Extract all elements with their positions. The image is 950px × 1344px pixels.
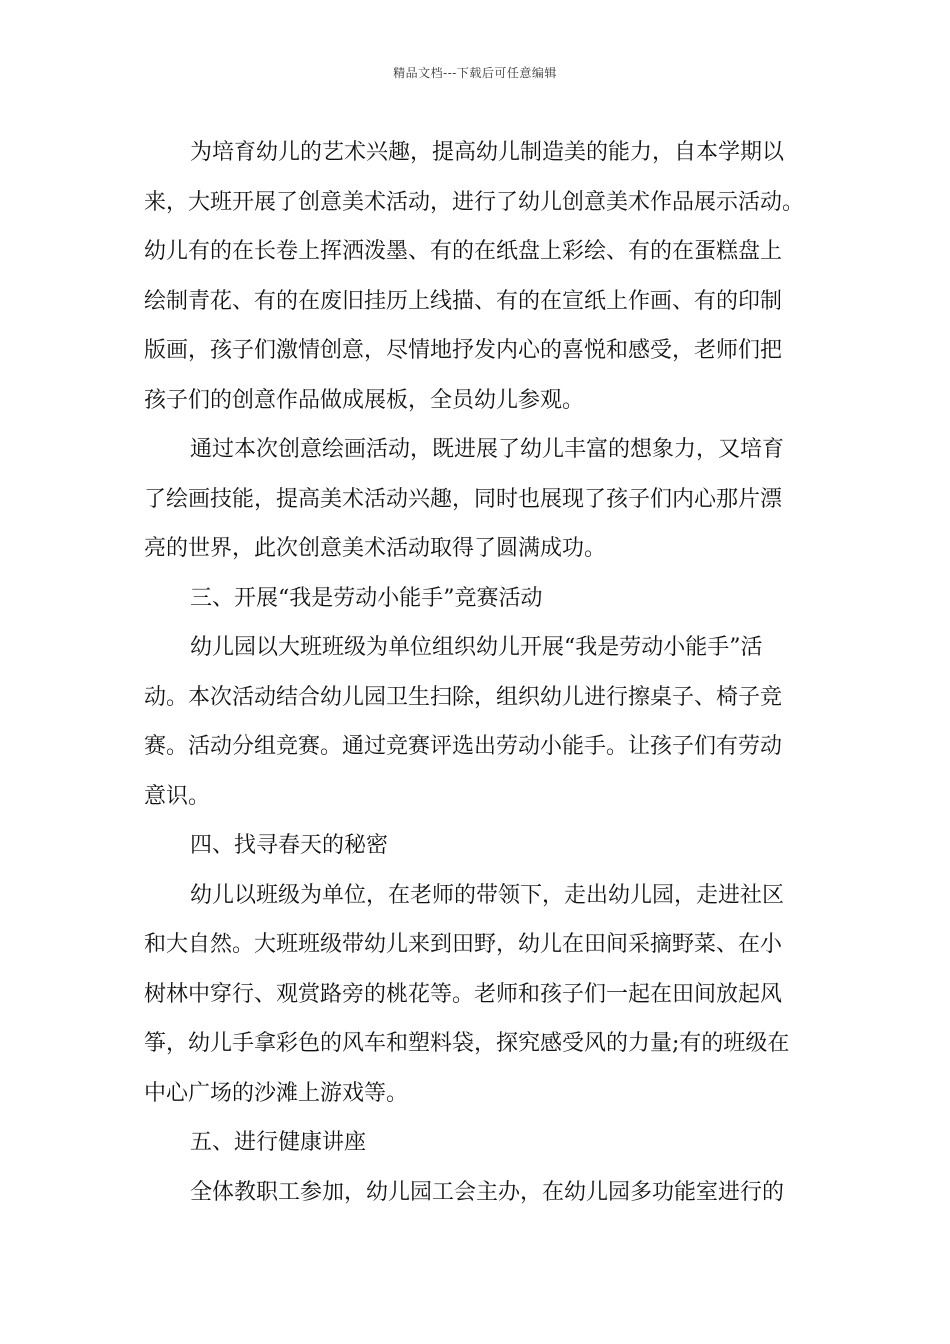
- text-line: 了绘画技能，提高美术活动兴趣，同时也展现了孩子们内心那片漂: [144, 486, 783, 512]
- text-line: 意识。: [144, 783, 211, 809]
- text-line: 全体教职工参加，幼儿园工会主办，在幼儿园多功能室进行的: [190, 1179, 785, 1205]
- text-line: 筝，幼儿手拿彩色的风车和塑料袋，探究感受风的力量;有的班级在: [144, 1031, 790, 1056]
- text-line: 幼儿有的在长卷上挥洒泼墨、有的在纸盘上彩绘、有的在蛋糕盘上: [144, 239, 783, 264]
- text-line: 通过本次创意绘画活动，既进展了幼儿丰富的想象力，又培育: [190, 437, 785, 462]
- document-body: [144, 128, 816, 1217]
- text-line: 四、找寻春天的秘密: [190, 833, 389, 858]
- text-line: 为培育幼儿的艺术兴趣，提高幼儿制造美的能力，自本学期以: [190, 140, 785, 165]
- text-line: 和大自然。大班班级带幼儿来到田野，幼儿在田间采摘野菜、在小: [144, 932, 783, 957]
- text-line: 树林中穿行、观赏路旁的桃花等。老师和孩子们一起在田间放起风: [144, 981, 783, 1007]
- text-line: 中心广场的沙滩上游戏等。: [144, 1080, 409, 1106]
- text-line: 动。本次活动结合幼儿园卫生扫除，组织幼儿进行擦桌子、椅子竞: [144, 684, 783, 710]
- text-line: 五、进行健康讲座: [190, 1130, 367, 1155]
- text-line: 幼儿以班级为单位，在老师的带领下，走出幼儿园，走进社区: [190, 882, 785, 908]
- text-line: 来，大班开展了创意美术活动，进行了幼儿创意美术作品展示活动。: [144, 189, 805, 215]
- text-line: 赛。活动分组竞赛。通过竞赛评选出劳动小能手。让孩子们有劳动: [144, 734, 783, 759]
- text-line: 绘制青花、有的在废旧挂历上线描、有的在宣纸上作画、有的印制: [144, 288, 783, 314]
- text-line: 孩子们的创意作品做成展板，全员幼儿参观。: [144, 387, 585, 413]
- text-line: 版画，孩子们激情创意，尽情地抒发内心的喜悦和感受，老师们把: [144, 338, 783, 363]
- running-header: 精品文档---下载后可任意编辑: [393, 66, 557, 80]
- text-line: 亮的世界，此次创意美术活动取得了圆满成功。: [144, 536, 607, 561]
- text-line: 幼儿园以大班班级为单位组织幼儿开展“我是劳动小能手”活: [190, 635, 763, 660]
- text-line: 三、开展“我是劳动小能手”竞赛活动: [190, 585, 543, 611]
